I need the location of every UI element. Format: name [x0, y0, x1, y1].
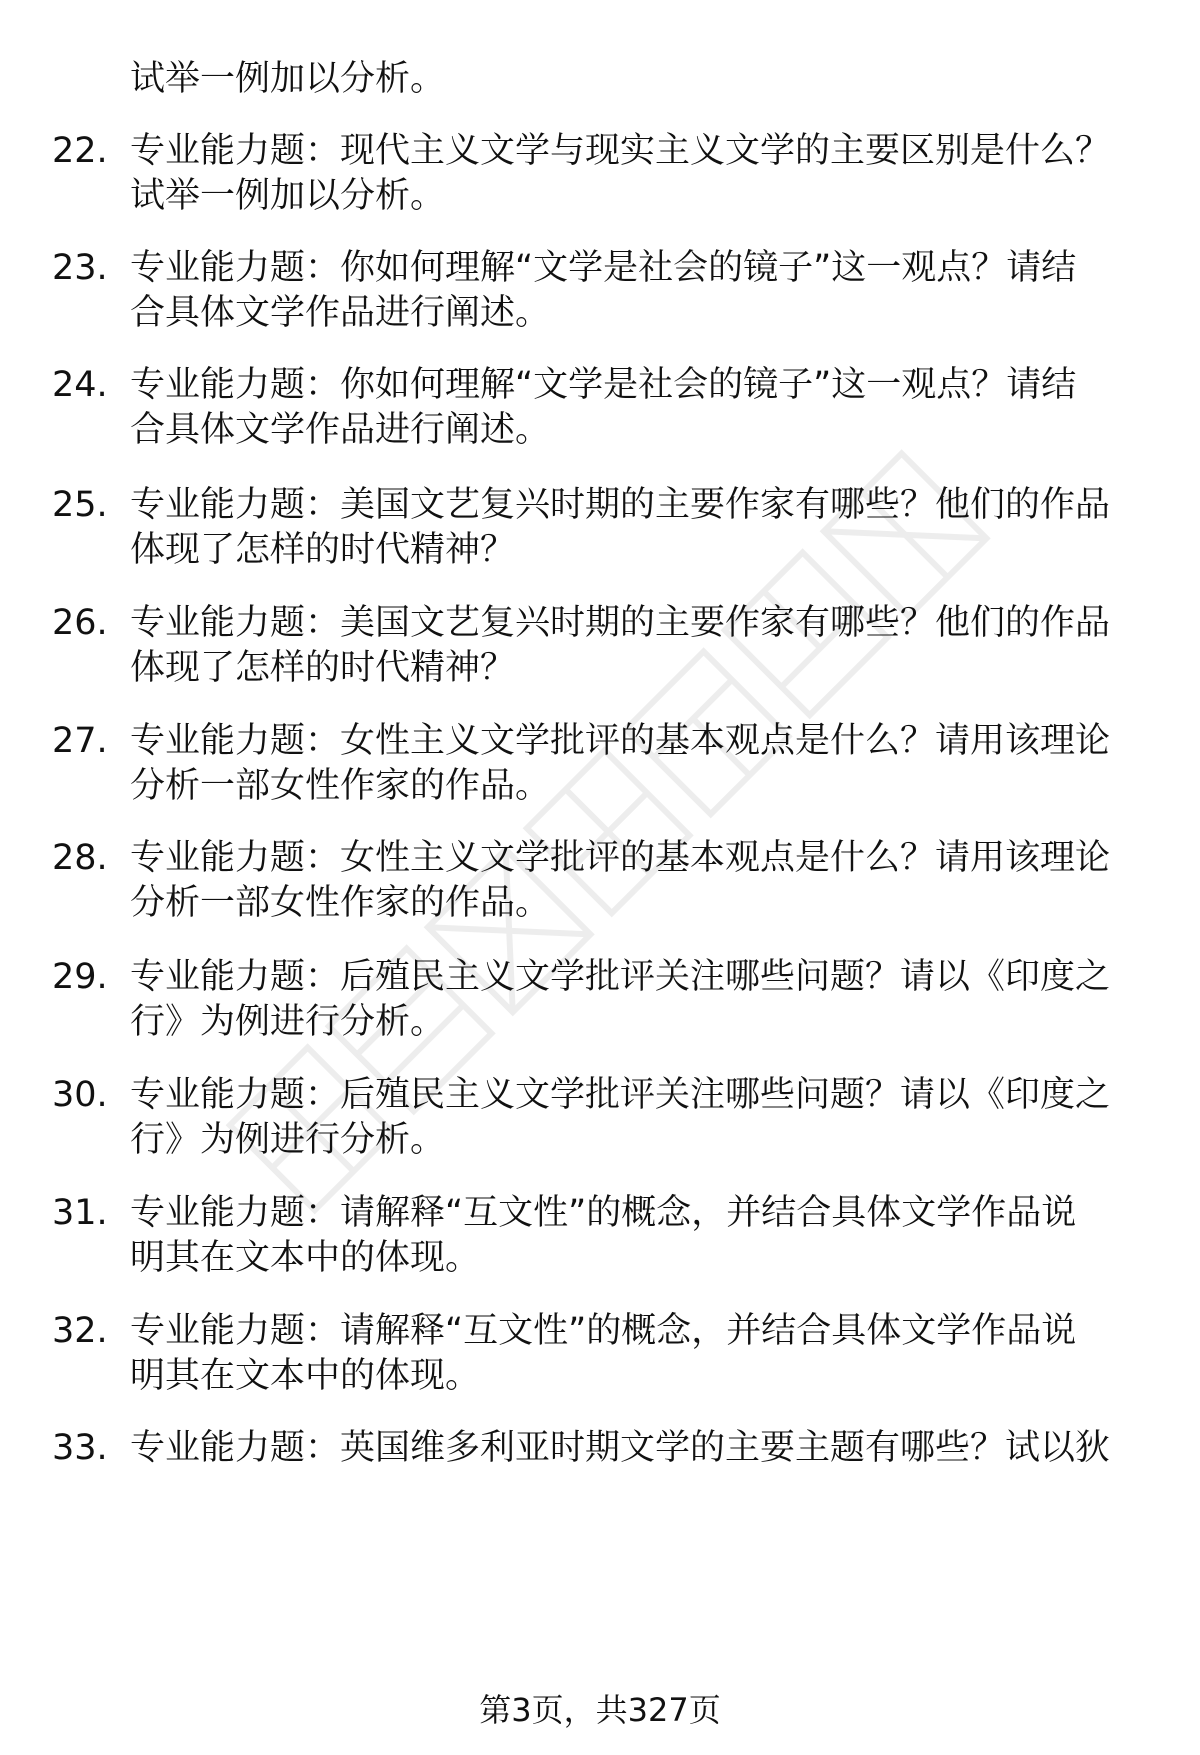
question-number: 25.	[52, 485, 108, 525]
question-text-line2: 行》为例进行分析。	[130, 1120, 446, 1160]
question-text-line2: 分析一部女性作家的作品。	[130, 766, 551, 806]
question-text-line1: 专业能力题：你如何理解“文学是社会的镜子”这一观点？请结	[130, 248, 1077, 288]
question-text-line1: 专业能力题：美国文艺复兴时期的主要作家有哪些？他们的作品	[130, 485, 1111, 525]
question-number: 26.	[52, 603, 108, 643]
question-number: 29.	[52, 957, 108, 997]
question-text-line2: 明其在文本中的体现。	[130, 1238, 481, 1278]
question-text-line1: 专业能力题：美国文艺复兴时期的主要作家有哪些？他们的作品	[130, 603, 1111, 643]
question-text-line2: 明其在文本中的体现。	[130, 1356, 481, 1396]
question-text-line1: 专业能力题：你如何理解“文学是社会的镜子”这一观点？请结	[130, 365, 1077, 405]
question-number: 22.	[52, 131, 108, 171]
question-text-line1: 专业能力题：现代主义文学与现实主义文学的主要区别是什么？	[130, 131, 1111, 171]
question-number: 23.	[52, 248, 108, 288]
question-text-line2: 体现了怎样的时代精神？	[130, 648, 516, 688]
question-number: 27.	[52, 721, 108, 761]
question-text-line2: 行》为例进行分析。	[130, 1002, 446, 1042]
question-number: 31.	[52, 1193, 108, 1233]
question-text-line2: 体现了怎样的时代精神？	[130, 530, 516, 570]
question-number: 24.	[52, 365, 108, 405]
question-text-line1: 专业能力题：后殖民主义文学批评关注哪些问题？请以《印度之	[130, 957, 1111, 997]
page-footer: 第3页，共327页	[479, 1691, 721, 1729]
continuation-line: 试举一例加以分析。	[130, 59, 446, 99]
question-number: 28.	[52, 838, 108, 878]
question-text-line1: 专业能力题：女性主义文学批评的基本观点是什么？请用该理论	[130, 838, 1111, 878]
question-number: 32.	[52, 1311, 108, 1351]
question-number: 33.	[52, 1428, 108, 1468]
question-text-line2: 合具体文学作品进行阐述。	[130, 293, 551, 333]
question-text-line2: 分析一部女性作家的作品。	[130, 883, 551, 923]
question-text-line2: 合具体文学作品进行阐述。	[130, 410, 551, 450]
question-text-line1: 专业能力题：后殖民主义文学批评关注哪些问题？请以《印度之	[130, 1075, 1111, 1115]
question-text-line1: 专业能力题：请解释“互文性”的概念，并结合具体文学作品说	[130, 1193, 1077, 1233]
question-text-line1: 专业能力题：英国维多利亚时期文学的主要主题有哪些？试以狄	[130, 1428, 1111, 1468]
question-number: 30.	[52, 1075, 108, 1115]
question-text-line1: 专业能力题：女性主义文学批评的基本观点是什么？请用该理论	[130, 721, 1111, 761]
question-text-line1: 专业能力题：请解释“互文性”的概念，并结合具体文学作品说	[130, 1311, 1077, 1351]
question-text-line2: 试举一例加以分析。	[130, 176, 446, 216]
